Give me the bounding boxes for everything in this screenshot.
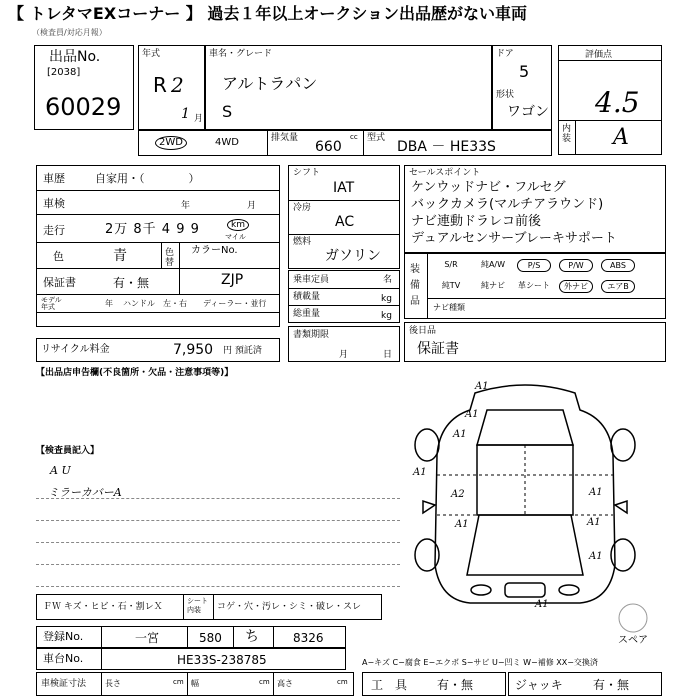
length-label: 長さ [105, 679, 121, 688]
damage-mark: A1 [453, 429, 467, 440]
drive-row [138, 130, 552, 156]
shift-label: シフト [293, 168, 321, 178]
damage-mark: A1 [589, 487, 603, 498]
displacement-value: 660 [315, 139, 342, 155]
chassis-value: HE33S-238785 [177, 653, 267, 667]
mileage-mile: マイル [225, 233, 246, 241]
jack-row [508, 672, 662, 696]
inspection-month-unit: 月 [247, 201, 257, 211]
equip-leather: 革シート [518, 281, 550, 290]
damage-mark: A1 [535, 599, 549, 610]
doc-deadline-month: 月 [339, 350, 349, 360]
registration-area: 一宮 [135, 631, 160, 645]
mileage-label: 走行 [43, 224, 65, 237]
cc-unit: cc [350, 133, 358, 141]
equipment-label: 装備品 [410, 264, 420, 307]
damage-code-legend: A−キズ C−腐食 E−エクボ S−サビ U−凹ミ W−補修 XX−交換済 [362, 658, 598, 667]
history-block [36, 165, 280, 327]
selling-points-label: セールスポイント [409, 168, 481, 178]
length-unit: cm [173, 678, 184, 686]
shift-value: IAT [333, 180, 355, 196]
shape-label: 形状 [496, 90, 515, 100]
equip-ps: P/S [517, 259, 551, 272]
recycle-value: 7,950 [173, 342, 214, 358]
weight-unit: kg [381, 311, 392, 321]
load-label: 積載量 [293, 292, 321, 302]
year-box [138, 45, 205, 130]
type-value: DBA － HE33S [397, 139, 496, 155]
model-grade: S [222, 102, 233, 121]
width-label: 幅 [191, 679, 199, 688]
seller-notes-label: 【出品店申告欄(不良箇所・欠品・注意事項等)】 [36, 368, 234, 378]
doc-deadline-label: 書類期限 [293, 330, 330, 340]
height-label: 高さ [277, 679, 293, 688]
score-label: 評価点 [585, 50, 613, 60]
later-items-label: 後日品 [409, 326, 437, 336]
lot-number: 60029 [45, 93, 122, 121]
doc-deadline-day: 日 [383, 350, 393, 360]
fuel-label: 燃料 [293, 237, 312, 247]
equip-pw: P/W [559, 259, 593, 272]
score-value: 4.5 [595, 86, 640, 119]
color-no-label: カラーNo. [191, 245, 238, 256]
history-label: 車歴 [43, 172, 65, 185]
damage-mark: A1 [465, 409, 479, 420]
damage-mark: A1 [413, 467, 427, 478]
score-box [558, 45, 662, 155]
equip-sr: S/R [444, 260, 458, 269]
fw-legend: ＦＷ キズ・ヒビ・石・割レＸ [43, 602, 163, 612]
selling-point-2: バックカメラ(マルチアラウンド) [411, 197, 604, 212]
chassis-label: 車台No. [43, 652, 84, 665]
ac-value: AC [335, 214, 355, 230]
mileage-km: km [227, 219, 249, 231]
passengers-unit: 名 [383, 275, 393, 285]
interior-label: 内装 [562, 124, 572, 144]
registration-number: 8326 [293, 631, 324, 645]
year-month: 1 [181, 106, 190, 122]
mileage-value: 2万 8千 4 9 9 [105, 222, 200, 237]
capacity-block [288, 270, 400, 323]
registration-class: 580 [199, 631, 222, 645]
type-label: 型式 [367, 133, 386, 143]
fuel-value: ガソリン [325, 248, 381, 264]
later-items-value: 保証書 [417, 341, 459, 357]
inspection-year-unit: 年 [181, 201, 191, 211]
selling-point-1: ケンウッドナビ・フルセグ [411, 180, 566, 195]
shift-block [288, 165, 400, 269]
equip-tv: 純TV [441, 281, 461, 290]
model-box [205, 45, 492, 130]
color-label: 色 [53, 250, 64, 263]
damage-mark: A1 [587, 517, 601, 528]
certificate-row [36, 672, 354, 696]
equip-airbag: エアB [601, 280, 635, 293]
seat-legend: コゲ・穴・汚レ・シミ・破レ・スレ [217, 602, 362, 612]
sheet-subtitle: （検査員/対応月報） [32, 28, 107, 37]
recycle-row [36, 338, 280, 362]
doors-box [492, 45, 552, 130]
lot-number-box [34, 45, 134, 130]
recycle-unit: 円 預託済 [223, 346, 262, 356]
navi-type-label: ナビ種類 [433, 303, 465, 312]
registration-row [36, 626, 346, 648]
chassis-row [36, 648, 346, 670]
drive-4wd: 4WD [215, 137, 239, 148]
inspector-note-1: A U [50, 464, 71, 477]
selling-point-4: デュアルセンサーブレーキサポート [411, 231, 617, 246]
year-month-unit: 月 [194, 114, 204, 124]
handle-label: ハンドル 左・右 [123, 299, 187, 308]
inspector-note-2: ミラーカバーA [48, 486, 122, 499]
weight-label: 総重量 [293, 309, 321, 319]
damage-mark: A2 [451, 489, 465, 500]
doors-label: ドア [496, 49, 514, 59]
tools-row [362, 672, 506, 696]
interior-value: A [613, 125, 629, 150]
warranty-label: 保証書 [43, 276, 76, 289]
equipment-block [404, 253, 666, 319]
width-unit: cm [259, 678, 270, 686]
jack-value: 有・無 [593, 678, 630, 692]
equip-ext-navi: 外ナビ [559, 280, 593, 293]
equip-alloy: 純A/W [480, 260, 506, 269]
registration-label: 登録No. [43, 630, 84, 643]
height-unit: cm [337, 678, 348, 686]
jack-label: ジャッキ [515, 678, 563, 692]
lot-code: [2038] [47, 67, 81, 78]
passengers-label: 乗車定員 [293, 275, 330, 285]
damage-mark: A1 [455, 519, 469, 530]
model-label: 車名・グレード [209, 49, 273, 59]
year-era: R [153, 73, 167, 97]
inspection-label: 車検 [43, 197, 65, 210]
tools-value: 有・無 [437, 678, 474, 692]
selling-point-3: ナビ連動ドラレコ前後 [411, 214, 542, 229]
year-label: 年式 [142, 49, 161, 59]
inspector-label: 【検査員記入】 [36, 446, 100, 456]
selling-points-block [404, 165, 666, 253]
color-value: 青 [113, 248, 127, 264]
damage-mark: A1 [475, 381, 489, 392]
legend-row [36, 594, 382, 620]
doc-deadline-block [288, 326, 400, 362]
displacement-label: 排気量 [271, 133, 299, 143]
dealer-label: ディーラー・並行 [203, 299, 267, 308]
model-year-label: モデル年式 [41, 296, 62, 311]
model-name: アルトラパン [222, 74, 318, 93]
load-unit: kg [381, 294, 392, 304]
seat-legend-label: シート内装 [187, 597, 208, 614]
doors-value: 5 [519, 62, 530, 81]
later-items-block [404, 322, 666, 362]
shape-value: ワゴン [507, 104, 549, 120]
history-value: 自家用・（ ） [95, 172, 200, 185]
spare-label: スペア [618, 635, 648, 646]
color-change-label: 色替 [165, 248, 175, 268]
lot-number-label: 出品No. [49, 49, 101, 65]
model-year-unit: 年 [105, 299, 113, 308]
spare-tire-icon [616, 602, 650, 634]
certificate-label: 車検証寸法 [41, 679, 87, 689]
ac-label: 冷房 [293, 203, 312, 213]
recycle-label: リサイクル料金 [41, 344, 110, 355]
color-no-value: ZJP [221, 272, 244, 288]
sheet-title: 【 トレタマEXコーナー 】 過去１年以上オークション出品歴がない車両 [8, 4, 528, 23]
warranty-value: 有・無 [113, 276, 150, 290]
damage-mark: A1 [589, 551, 603, 562]
car-damage-diagram [405, 375, 645, 625]
tools-label: 工 具 [371, 678, 408, 692]
equip-navi: 純ナビ [481, 281, 505, 290]
registration-kana: ち [245, 629, 259, 645]
drive-2wd: 2WD [155, 136, 187, 150]
year-value: 2 [171, 73, 184, 97]
equip-abs: ABS [601, 259, 635, 272]
